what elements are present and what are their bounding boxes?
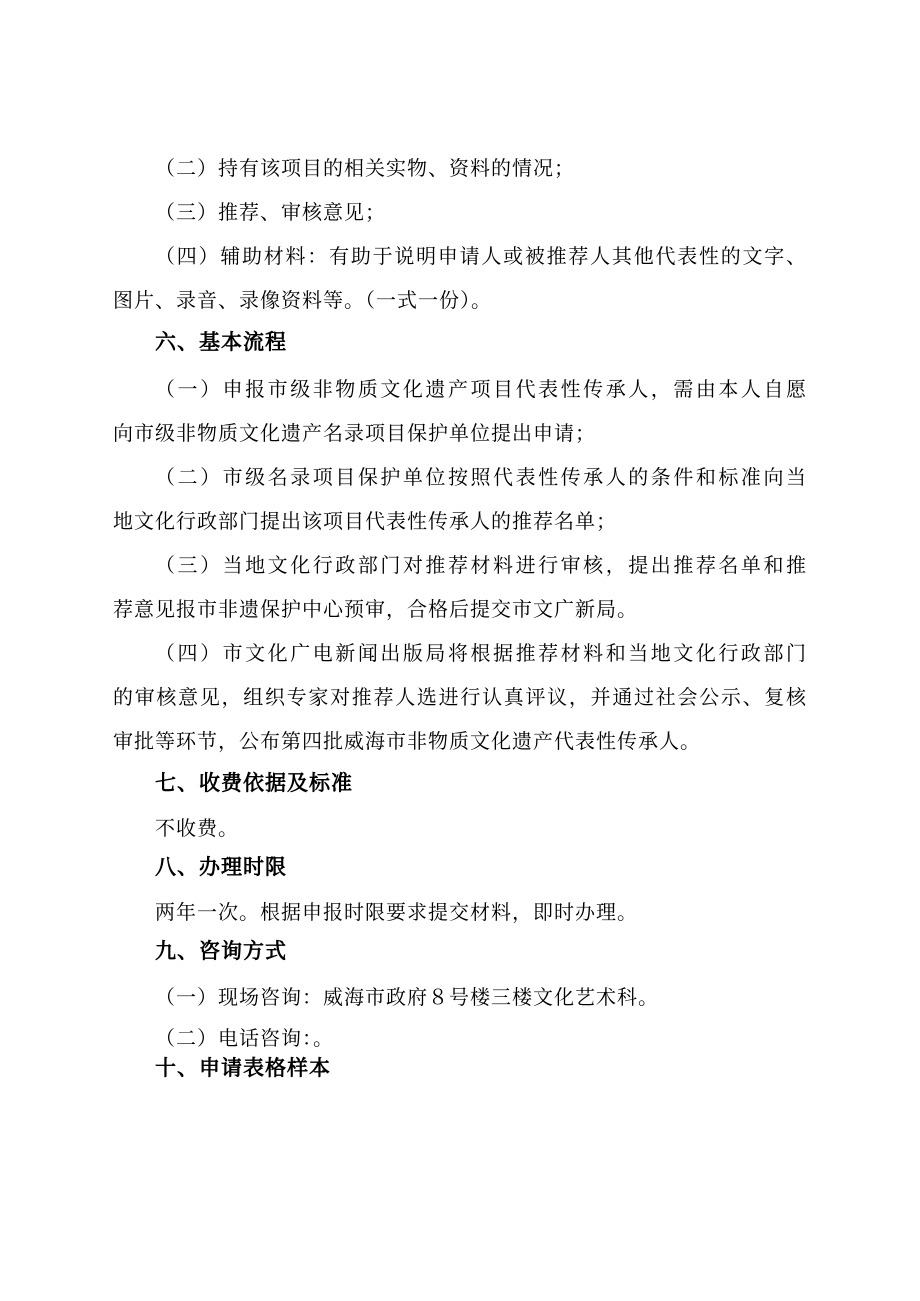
time-limit-text: 两年一次。根据申报时限要求提交材料，即时办理。: [155, 900, 638, 924]
item-4-auxiliary-materials-line-1: （四）辅助材料：有助于说明申请人或被推荐人其他代表性的文字、: [155, 244, 807, 268]
item-4-auxiliary-materials-line-2: 图片、录音、录像资料等。（一式一份）。: [113, 288, 492, 312]
section-10-heading: 十、申请表格样本: [155, 1056, 331, 1080]
process-2-line-1: （二）市级名录项目保护单位按照代表性传承人的条件和标准向当: [155, 465, 807, 489]
process-2-line-2: 地文化行政部门提出该项目代表性传承人的推荐名单；: [113, 509, 617, 533]
section-6-heading: 六、基本流程: [155, 330, 287, 354]
process-3-line-1: （三）当地文化行政部门对推荐材料进行审核，提出推荐名单和推: [155, 553, 807, 577]
phone-consultation-text: （二）电话咨询：。: [155, 1026, 334, 1050]
process-4-line-1: （四）市文化广电新闻出版局将根据推荐材料和当地文化行政部门: [155, 641, 807, 665]
item-2-physical-materials: （二）持有该项目的相关实物、资料的情况；: [155, 156, 575, 180]
fee-text: 不收费。: [155, 816, 239, 840]
process-1-line-1: （一）申报市级非物质文化遗产项目代表性传承人，需由本人自愿: [155, 377, 807, 401]
section-8-heading: 八、办理时限: [155, 855, 287, 879]
section-7-heading: 七、收费依据及标准: [155, 771, 353, 795]
item-3-recommendation-opinion: （三）推荐、审核意见；: [155, 200, 386, 224]
process-4-line-3: 审批等环节，公布第四批威海市非物质文化遗产代表性传承人。: [113, 729, 701, 753]
process-1-line-2: 向市级非物质文化遗产名录项目保护单位提出申请；: [113, 421, 596, 445]
onsite-consultation-text: （一）现场咨询：威海市政府８号楼三楼文化艺术科。: [155, 985, 659, 1009]
process-4-line-2: 的审核意见，组织专家对推荐人选进行认真评议，并通过社会公示、复核: [113, 685, 807, 709]
process-3-line-2: 荐意见报市非遗保护中心预审，合格后提交市文广新局。: [113, 597, 638, 621]
section-9-heading: 九、咨询方式: [155, 939, 287, 963]
